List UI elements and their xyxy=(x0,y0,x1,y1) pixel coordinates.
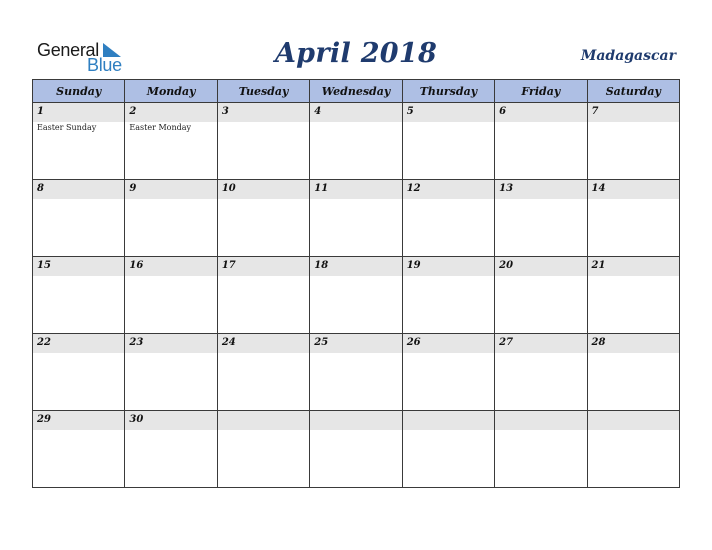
country-label: Madagascar xyxy=(580,48,676,64)
weekday-header: Wednesday xyxy=(310,80,402,103)
weekday-header: Thursday xyxy=(402,80,494,103)
day-number: 24 xyxy=(221,337,236,348)
day-cell xyxy=(217,180,309,257)
day-number-bar xyxy=(588,180,679,199)
day-number-bar xyxy=(588,257,679,276)
day-number-bar xyxy=(218,257,309,276)
day-number-bar xyxy=(403,257,494,276)
day-number: 13 xyxy=(499,183,514,194)
day-number-bar xyxy=(403,411,494,430)
day-cell xyxy=(587,180,679,257)
day-cell xyxy=(217,103,309,180)
day-cell xyxy=(495,103,587,180)
day-cell xyxy=(33,180,125,257)
day-cell xyxy=(125,334,217,411)
day-number-bar xyxy=(33,411,124,430)
day-number: 30 xyxy=(129,414,144,425)
day-number-bar xyxy=(588,334,679,353)
week-row xyxy=(33,411,680,488)
day-number: 4 xyxy=(314,106,322,117)
week-row xyxy=(33,180,680,257)
day-cell xyxy=(495,180,587,257)
day-number: 21 xyxy=(591,260,606,271)
day-number-bar xyxy=(310,257,401,276)
day-number-bar xyxy=(495,411,586,430)
day-number: 18 xyxy=(314,260,329,271)
weekday-header: Tuesday xyxy=(217,80,309,103)
day-cell xyxy=(495,411,587,488)
day-cell xyxy=(310,180,402,257)
day-cell xyxy=(402,257,494,334)
day-cell xyxy=(587,257,679,334)
day-number-bar xyxy=(125,103,216,122)
day-number-bar xyxy=(495,257,586,276)
weekday-header: Monday xyxy=(125,80,217,103)
day-number-bar xyxy=(310,103,401,122)
day-number: 5 xyxy=(406,106,414,117)
day-number-bar xyxy=(495,180,586,199)
day-cell xyxy=(217,411,309,488)
day-number: 26 xyxy=(406,337,421,348)
day-number-bar xyxy=(125,411,216,430)
day-number: 27 xyxy=(499,337,514,348)
day-number: 29 xyxy=(37,414,51,425)
day-number: 15 xyxy=(37,260,51,271)
day-number: 20 xyxy=(499,260,514,271)
week-row xyxy=(33,334,680,411)
day-cell xyxy=(310,257,402,334)
week-row xyxy=(33,257,680,334)
day-number: 25 xyxy=(314,337,329,348)
day-number-bar xyxy=(218,180,309,199)
day-cell xyxy=(402,411,494,488)
day-cell xyxy=(217,334,309,411)
day-number: 9 xyxy=(129,183,137,194)
day-cell xyxy=(125,411,217,488)
day-number-bar xyxy=(310,411,401,430)
day-number: 10 xyxy=(221,183,236,194)
weekday-header: Saturday xyxy=(587,80,679,103)
day-number: 2 xyxy=(129,106,137,117)
day-number-bar xyxy=(588,103,679,122)
day-number-bar xyxy=(495,334,586,353)
day-number-bar xyxy=(403,334,494,353)
day-number: 8 xyxy=(37,183,44,194)
day-cell xyxy=(587,334,679,411)
day-number-bar xyxy=(125,334,216,353)
day-cell xyxy=(33,334,125,411)
day-number-bar xyxy=(310,180,401,199)
day-number: 1 xyxy=(37,106,44,117)
day-cell xyxy=(125,180,217,257)
day-number: 6 xyxy=(499,106,507,117)
day-number: 14 xyxy=(591,183,606,194)
day-number: 19 xyxy=(406,260,421,271)
day-cell xyxy=(495,257,587,334)
day-number-bar xyxy=(33,103,124,122)
weekday-header-row xyxy=(33,80,680,103)
day-cell xyxy=(125,103,217,180)
day-number-bar xyxy=(33,257,124,276)
day-cell xyxy=(402,103,494,180)
day-number-bar xyxy=(125,180,216,199)
day-number-bar xyxy=(33,334,124,353)
day-cell xyxy=(125,257,217,334)
day-number-bar xyxy=(310,334,401,353)
day-number: 7 xyxy=(591,106,599,117)
day-number-bar xyxy=(588,411,679,430)
day-cell xyxy=(310,411,402,488)
month-calendar-grid xyxy=(32,79,680,488)
day-cell xyxy=(587,103,679,180)
day-number: 28 xyxy=(591,337,606,348)
day-cell xyxy=(310,334,402,411)
day-number: 11 xyxy=(314,183,329,194)
day-number-bar xyxy=(403,103,494,122)
day-cell xyxy=(310,103,402,180)
day-number-bar xyxy=(218,334,309,353)
day-number: 3 xyxy=(221,106,229,117)
day-number: 17 xyxy=(221,260,236,271)
day-number-bar xyxy=(403,180,494,199)
holiday-label: Easter Sunday xyxy=(37,123,97,132)
calendar-title: April 2018 xyxy=(274,38,438,69)
day-number-bar xyxy=(218,103,309,122)
day-cell xyxy=(217,257,309,334)
week-row xyxy=(33,103,680,180)
day-cell xyxy=(402,334,494,411)
day-cell xyxy=(402,180,494,257)
weekday-header: Friday xyxy=(495,80,587,103)
day-cell xyxy=(495,334,587,411)
holiday-label: Easter Monday xyxy=(129,123,192,132)
day-cell xyxy=(33,411,125,488)
day-number-bar xyxy=(125,257,216,276)
day-cell xyxy=(33,257,125,334)
day-number: 16 xyxy=(129,260,144,271)
weekday-header: Sunday xyxy=(33,80,125,103)
day-cell xyxy=(587,411,679,488)
day-number-bar xyxy=(33,180,124,199)
day-number: 23 xyxy=(129,337,144,348)
day-number-bar xyxy=(218,411,309,430)
day-number: 22 xyxy=(37,337,51,348)
day-cell xyxy=(33,103,125,180)
day-number-bar xyxy=(495,103,586,122)
day-number: 12 xyxy=(406,183,421,194)
logo-word-general: General xyxy=(37,40,99,60)
logo-word-blue: Blue xyxy=(87,55,122,75)
